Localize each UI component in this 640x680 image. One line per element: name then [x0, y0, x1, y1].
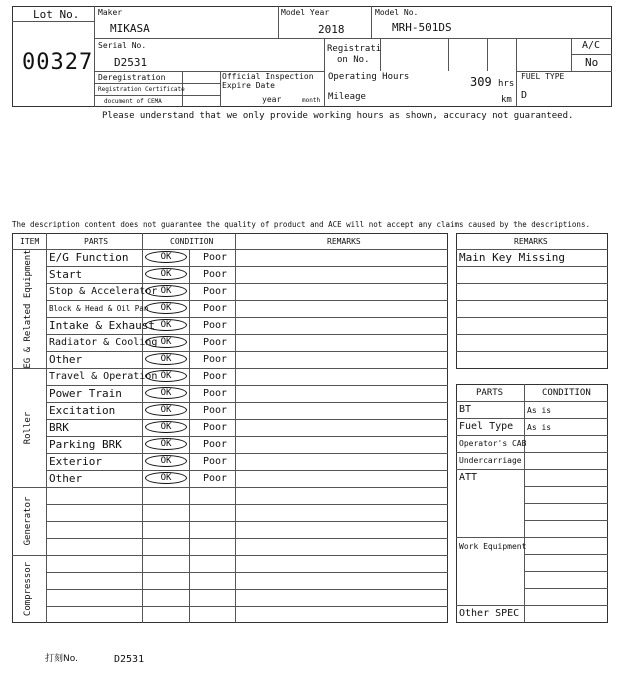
condition-ok-eg-function[interactable]: OK	[145, 251, 187, 263]
condition-poor-stop-accelerator[interactable]: Poor	[203, 286, 228, 297]
condition-ok-roller-other[interactable]: OK	[145, 472, 187, 484]
remarks-box-header: REMARKS	[514, 237, 548, 246]
part-parking-brk: Parking BRK	[49, 438, 122, 451]
side-row-work-equipment: Work Equipment	[459, 542, 527, 551]
stamp-number-label: 打刻No.	[45, 654, 78, 664]
stamp-number-value: D2531	[114, 654, 145, 665]
side-col-condition-header: CONDITION	[542, 388, 591, 398]
condition-poor-eg-other[interactable]: Poor	[203, 354, 228, 365]
part-intake-exhaust: Intake & Exhaust	[49, 319, 155, 332]
deregistration-label: Deregistration	[98, 73, 166, 82]
condition-ok-intake-exhaust[interactable]: OK	[145, 319, 187, 331]
group-label-roller: Roller	[23, 411, 33, 445]
lot-label: Lot No.	[33, 8, 80, 21]
km-unit: km	[501, 95, 512, 105]
col-remarks-header: REMARKS	[327, 237, 361, 246]
serial-value: D2531	[114, 56, 148, 69]
condition-ok-exterior[interactable]: OK	[145, 455, 187, 467]
col-condition-header: CONDITION	[170, 237, 214, 246]
side-col-parts-header: PARTS	[476, 388, 504, 398]
condition-poor-excitation[interactable]: Poor	[203, 405, 228, 416]
part-travel-operation: Travel & Operation	[49, 371, 158, 382]
condition-ok-block-head[interactable]: OK	[145, 302, 187, 314]
operating-hours-value: 309	[470, 75, 492, 89]
model-year-label: Model Year	[281, 8, 330, 17]
col-item-header: ITEM	[20, 237, 40, 246]
side-row-bt-value: As is	[527, 406, 552, 415]
side-row-other-spec: Other SPEC	[459, 608, 520, 619]
condition-ok-excitation[interactable]: OK	[145, 404, 187, 416]
condition-ok-eg-other[interactable]: OK	[145, 353, 187, 365]
condition-poor-intake-exhaust[interactable]: Poor	[203, 320, 228, 331]
maker-value: MIKASA	[110, 22, 150, 35]
part-roller-other: Other	[49, 472, 83, 485]
condition-ok-radiator[interactable]: OK	[145, 336, 187, 348]
condition-poor-exterior[interactable]: Poor	[203, 456, 228, 467]
side-row-fuel-type: Fuel Type	[459, 421, 514, 432]
condition-poor-eg-function[interactable]: Poor	[203, 252, 228, 263]
side-row-fuel-type-value: As is	[527, 423, 552, 432]
condition-ok-parking-brk[interactable]: OK	[145, 438, 187, 450]
group-label-eg: EG & Related Equipment	[23, 249, 33, 369]
part-brk: BRK	[49, 421, 69, 434]
part-power-train: Power Train	[49, 387, 122, 400]
part-eg-function: E/G Function	[49, 251, 129, 264]
maker-label: Maker	[98, 8, 123, 17]
condition-poor-radiator[interactable]: Poor	[203, 337, 228, 348]
condition-poor-parking-brk[interactable]: Poor	[203, 439, 228, 450]
side-row-undercarriage: Undercarriage	[459, 456, 522, 465]
registration-label-line1: Registrati	[327, 44, 382, 54]
registration-certificate-label: Registration Certificate	[98, 86, 185, 93]
condition-ok-stop-accelerator[interactable]: OK	[145, 285, 187, 297]
condition-poor-power-train[interactable]: Poor	[203, 388, 228, 399]
mileage-label: Mileage	[328, 92, 366, 102]
part-start: Start	[49, 268, 83, 281]
condition-poor-roller-other[interactable]: Poor	[203, 473, 228, 484]
model-no-label: Model No.	[375, 8, 419, 17]
model-no-value: MRH-501DS	[392, 21, 452, 34]
group-label-compressor: Compressor	[23, 561, 33, 617]
ac-value: No	[585, 56, 599, 69]
year-label: year	[262, 95, 282, 104]
condition-poor-travel[interactable]: Poor	[203, 371, 228, 382]
registration-label-line2: on No.	[337, 55, 370, 65]
group-label-generator: Generator	[23, 496, 33, 546]
condition-poor-brk[interactable]: Poor	[203, 422, 228, 433]
inspection-label-line2: Expire Date	[222, 81, 275, 90]
hrs-unit: hrs	[498, 79, 515, 89]
ac-label: A/C	[582, 40, 601, 51]
part-stop-accelerator: Stop & Accelerator	[49, 286, 158, 297]
fuel-type-label: FUEL TYPE	[521, 72, 565, 81]
condition-ok-travel[interactable]: OK	[145, 370, 187, 382]
remarks-main-key-missing: Main Key Missing	[459, 251, 565, 264]
part-exterior: Exterior	[49, 455, 102, 468]
condition-poor-start[interactable]: Poor	[203, 269, 228, 280]
month-label: month	[302, 97, 321, 104]
side-row-att: ATT	[459, 472, 478, 483]
side-row-bt: BT	[459, 404, 472, 415]
serial-label: Serial No.	[98, 41, 147, 50]
side-row-operator-cab: Operator's CAB	[459, 439, 527, 448]
fuel-type-value: D	[521, 90, 528, 101]
col-parts-header: PARTS	[84, 237, 109, 246]
disclaimer-text: The description content does not guarantee the quality of product and ACE will not accept any claims caused by the descriptions.	[12, 220, 590, 229]
condition-ok-start[interactable]: OK	[145, 268, 187, 280]
hours-accuracy-note: Please understand that we only provide working hours as shown, accuracy not guaranteed.	[102, 111, 574, 121]
part-radiator-cooling: Radiator & Cooling	[49, 337, 158, 348]
part-block-head-oil-pan: Block & Head & Oil Pan	[49, 304, 149, 313]
model-year-value: 2018	[318, 23, 345, 36]
condition-poor-block-head[interactable]: Poor	[203, 303, 228, 314]
part-excitation: Excitation	[49, 404, 116, 417]
part-eg-other: Other	[49, 353, 83, 366]
operating-hours-label: Operating Hours	[328, 72, 410, 82]
condition-ok-brk[interactable]: OK	[145, 421, 187, 433]
lot-number: 00327	[22, 50, 94, 75]
cema-document-label: document of CEMA	[104, 98, 162, 105]
inspection-label-line1: Official Inspection	[222, 72, 314, 81]
condition-ok-power-train[interactable]: OK	[145, 387, 187, 399]
